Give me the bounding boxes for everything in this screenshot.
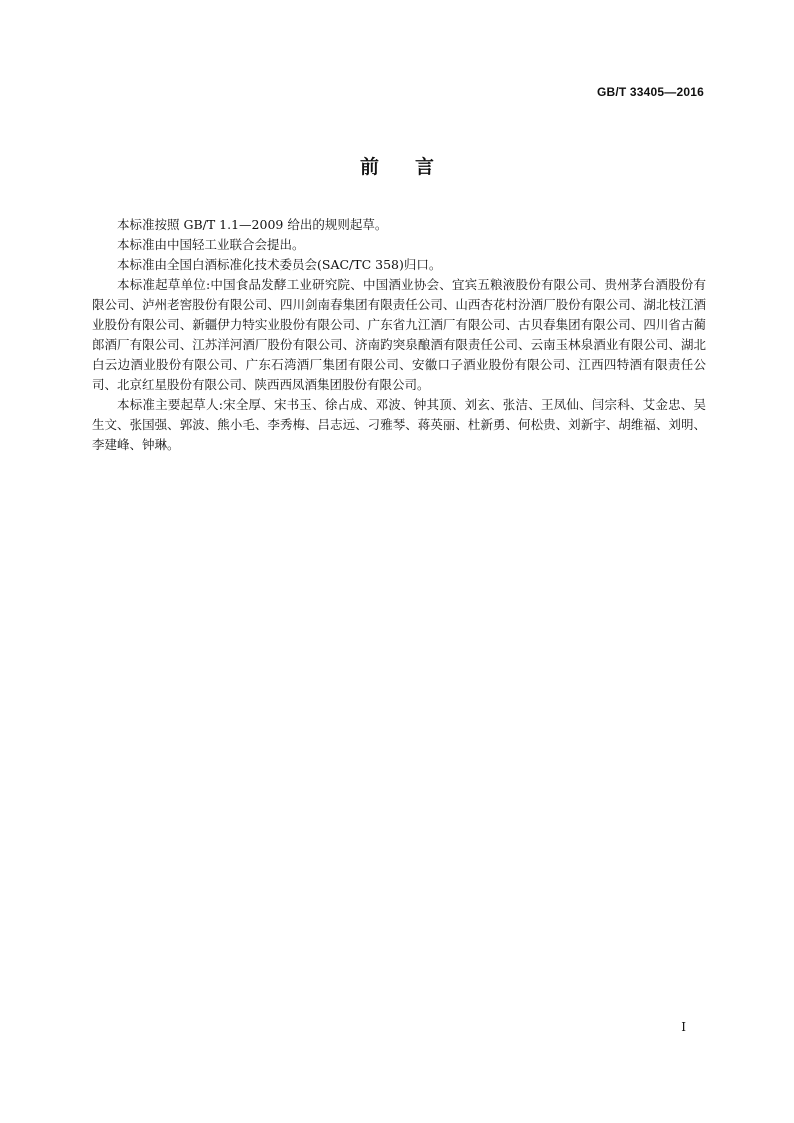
paragraph-main-drafters: 本标准主要起草人:宋全厚、宋书玉、徐占成、邓波、钟其顶、刘玄、张洁、王凤仙、闫宗科、艾金忠、吴生文、张国强、郭波、熊小毛、李秀梅、吕志远、刁雅琴、蒋英丽、杜新勇、何松贵、刘新宇、胡维福、刘明、李建峰、钟琳。 xyxy=(92,397,706,452)
paragraph-administrator: 本标准由全国白酒标准化技术委员会(SAC/TC 358)归口。 xyxy=(117,257,442,272)
standard-number: GB/T 33405—2016 xyxy=(596,85,704,99)
paragraph-drafting-units: 本标准起草单位:中国食品发酵工业研究院、中国酒业协会、宜宾五粮液股份有限公司、贵州茅台酒股份有限公司、泸州老窖股份有限公司、四川剑南春集团有限责任公司、山西杏花村汾酒厂股份有限公司、湖北枝江酒业股份有限公司、新疆伊力特实业股份有限公司、广东省九江酒厂有限公司、古贝春集团有限公司、四川省古蔺郎酒厂有限公司、江苏洋河酒厂股份有限公司、济南趵突泉酿酒有限责任公司、云南玉林泉酒业有限公司、湖北白云边酒业股份有限公司、广东石湾酒厂集团有限公司、安徽口子酒业股份有限公司、江西四特酒有限责任公司、北京红星股份有限公司、陕西西凤酒集团股份有限公司。 xyxy=(92,277,706,392)
page-number: I xyxy=(681,1020,686,1034)
document-body xyxy=(92,215,706,455)
paragraph-proposer: 本标准由中国轻工业联合会提出。 xyxy=(117,237,305,252)
paragraph-drafting-rules: 本标准按照 GB/T 1.1—2009 给出的规则起草。 xyxy=(117,217,388,232)
page-title: 前言 xyxy=(359,156,470,178)
